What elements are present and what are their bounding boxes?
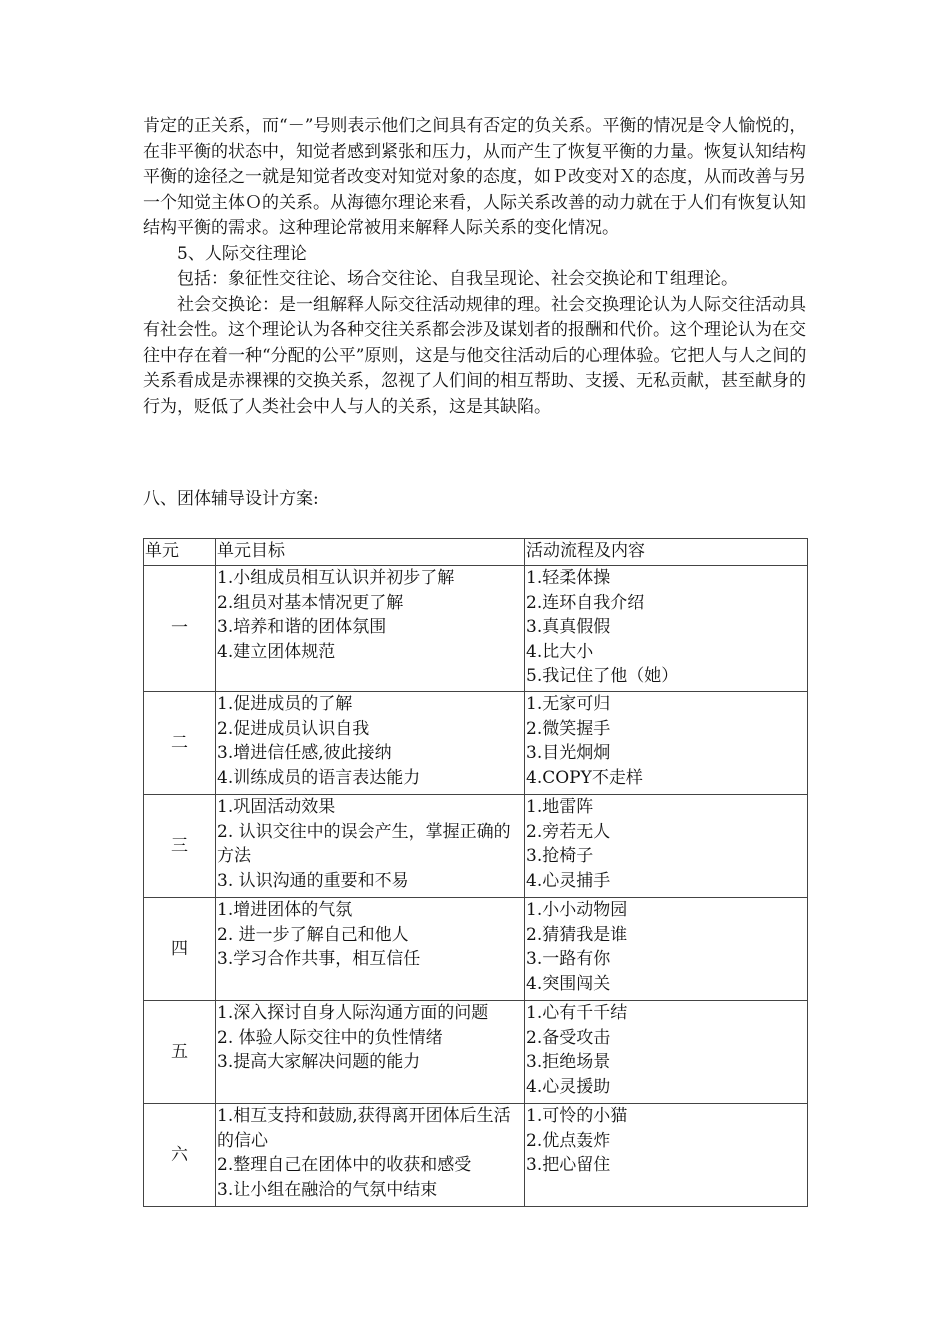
- activity-item: 1.心有千千结: [526, 1003, 628, 1023]
- goals-cell: [216, 1001, 525, 1104]
- activity-item: 1.可怜的小猫: [526, 1106, 628, 1126]
- table-row: [144, 898, 808, 1001]
- activity-item: 2.优点轰炸: [526, 1130, 611, 1151]
- goal-item: 3.提高大家解决问题的能力: [217, 1052, 421, 1072]
- goal-item: 3. 认识沟通的重要和不易: [217, 870, 409, 891]
- activity-item: 1.轻柔体操: [526, 568, 611, 588]
- paragraph-social-exchange: 社会交换论：是一组解释人际交往活动规律的理。社会交换理论认为人际交往活动具有社会性。这个理论认为各种交往关系都会涉及谋划者的报酬和代价。这个理论认为在交往中存在着一种“分配的公平”原则，这是与他交往活动后的心理体验。它把人与人之间的关系看成是赤裸裸的交换关系，忽视了人们间的相互帮助、支援、无私贡献，甚至献身的行为，贬低了人类社会中人与人的关系，这是其缺陷。: [143, 294, 807, 417]
- goal-item: 4.建立团体规范: [217, 641, 336, 662]
- activities-cell: [525, 1001, 808, 1104]
- activities-cell: [525, 795, 808, 898]
- activity-item: 5.我记住了他（她）: [526, 666, 679, 686]
- activity-item: 4.COPY不走样: [526, 767, 643, 788]
- goal-item: 3.增进信任感,彼此接纳: [217, 743, 392, 763]
- unit-cell: 一: [144, 566, 216, 692]
- goal-item: 2. 体验人际交往中的负性情绪: [217, 1027, 443, 1048]
- goal-item: 3.学习合作共事，相互信任: [217, 949, 421, 969]
- activity-item: 4.突围闯关: [526, 973, 611, 994]
- activity-item: 4.比大小: [526, 641, 594, 662]
- goal-item: 4.训练成员的语言表达能力: [217, 767, 421, 788]
- table-header-row: [144, 539, 808, 566]
- activity-item: 1.地雷阵: [526, 797, 594, 817]
- goal-item: 3.让小组在融洽的气氛中结束: [217, 1179, 438, 1200]
- unit-cell: 四: [144, 898, 216, 1001]
- paragraph-theories-list: 包括：象征性交往论、场合交往论、自我呈现论、社会交换论和Ｔ组理论。: [177, 269, 738, 289]
- goal-item: 1.相互支持和鼓励,获得离开团体后生活的信心: [217, 1106, 511, 1151]
- table-row: [144, 566, 808, 692]
- table-row: [144, 1104, 808, 1207]
- activities-cell: [525, 898, 808, 1001]
- goal-item: 2.促进成员认识自我: [217, 718, 370, 739]
- goal-item: 1.小组成员相互认识并初步了解: [217, 568, 455, 588]
- unit-cell: 三: [144, 795, 216, 898]
- paragraph-heading-interpersonal-theory: 5、人际交往理论: [177, 243, 307, 264]
- header-activities: 活动流程及内容: [525, 539, 808, 566]
- goal-item: 2.组员对基本情况更了解: [217, 592, 404, 613]
- section-heading: 八、团体辅导设计方案:: [143, 489, 319, 509]
- activities-cell: [525, 566, 808, 692]
- activity-item: 3.一路有你: [526, 949, 611, 969]
- unit-cell: 二: [144, 692, 216, 795]
- header-unit: 单元: [144, 539, 216, 566]
- goal-item: 2. 进一步了解自己和他人: [217, 924, 409, 945]
- goal-item: 3.培养和谐的团体氛围: [217, 617, 387, 637]
- goals-cell: [216, 566, 525, 692]
- activity-item: 4.心灵捕手: [526, 870, 611, 891]
- goal-item: 1.深入探讨自身人际沟通方面的问题: [217, 1003, 489, 1023]
- activity-item: 2.旁若无人: [526, 821, 611, 842]
- activity-item: 2.猜猜我是谁: [526, 924, 628, 945]
- goal-item: 1.巩固活动效果: [217, 797, 336, 817]
- activity-item: 3.真真假假: [526, 617, 611, 637]
- activity-item: 3.拒绝场景: [526, 1052, 611, 1072]
- goals-cell: [216, 898, 525, 1001]
- activities-cell: [525, 1104, 808, 1207]
- activity-item: 1.小小动物园: [526, 900, 628, 920]
- activities-cell: [525, 692, 808, 795]
- unit-cell: 五: [144, 1001, 216, 1104]
- goals-cell: [216, 692, 525, 795]
- goals-cell: [216, 1104, 525, 1207]
- activity-item: 1.无家可归: [526, 694, 611, 714]
- header-goals: 单元目标: [216, 539, 525, 566]
- activity-item: 4.心灵援助: [526, 1076, 611, 1097]
- goals-cell: [216, 795, 525, 898]
- goal-item: 2. 认识交往中的误会产生，掌握正确的方法: [217, 821, 511, 866]
- goal-item: 1.增进团体的气氛: [217, 900, 353, 920]
- unit-cell: 六: [144, 1104, 216, 1207]
- table-row: [144, 795, 808, 898]
- activity-item: 3.抢椅子: [526, 846, 594, 866]
- table-row: [144, 1001, 808, 1104]
- table-row: [144, 692, 808, 795]
- activity-item: 2.连环自我介绍: [526, 592, 645, 613]
- group-counseling-table: [143, 538, 808, 1207]
- activity-item: 2.微笑握手: [526, 718, 611, 739]
- activity-item: 3.把心留住: [526, 1155, 611, 1175]
- goal-item: 1.促进成员的了解: [217, 694, 353, 714]
- activity-item: 3.目光炯炯: [526, 743, 611, 763]
- activity-item: 2.备受攻击: [526, 1027, 611, 1048]
- body-text: [143, 114, 813, 420]
- goal-item: 2.整理自己在团体中的收获和感受: [217, 1155, 472, 1175]
- paragraph-heider-balance: 肯定的正关系，而“－”号则表示他们之间具有否定的负关系。平衡的情况是令人愉悦的，在非平衡的状态中，知觉者感到紧张和压力，从而产生了恢复平衡的力量。恢复认知结构平衡的途径之一就是知觉者改变对知觉对象的态度，如Ｐ改变对Ｘ的态度，从而改善与另一个知觉主体Ｏ的关系。从海德尔理论来看，人际关系改善的动力就在于人们有恢复认知结构平衡的需求。这种理论常被用来解释人际关系的变化情况。: [143, 116, 807, 238]
